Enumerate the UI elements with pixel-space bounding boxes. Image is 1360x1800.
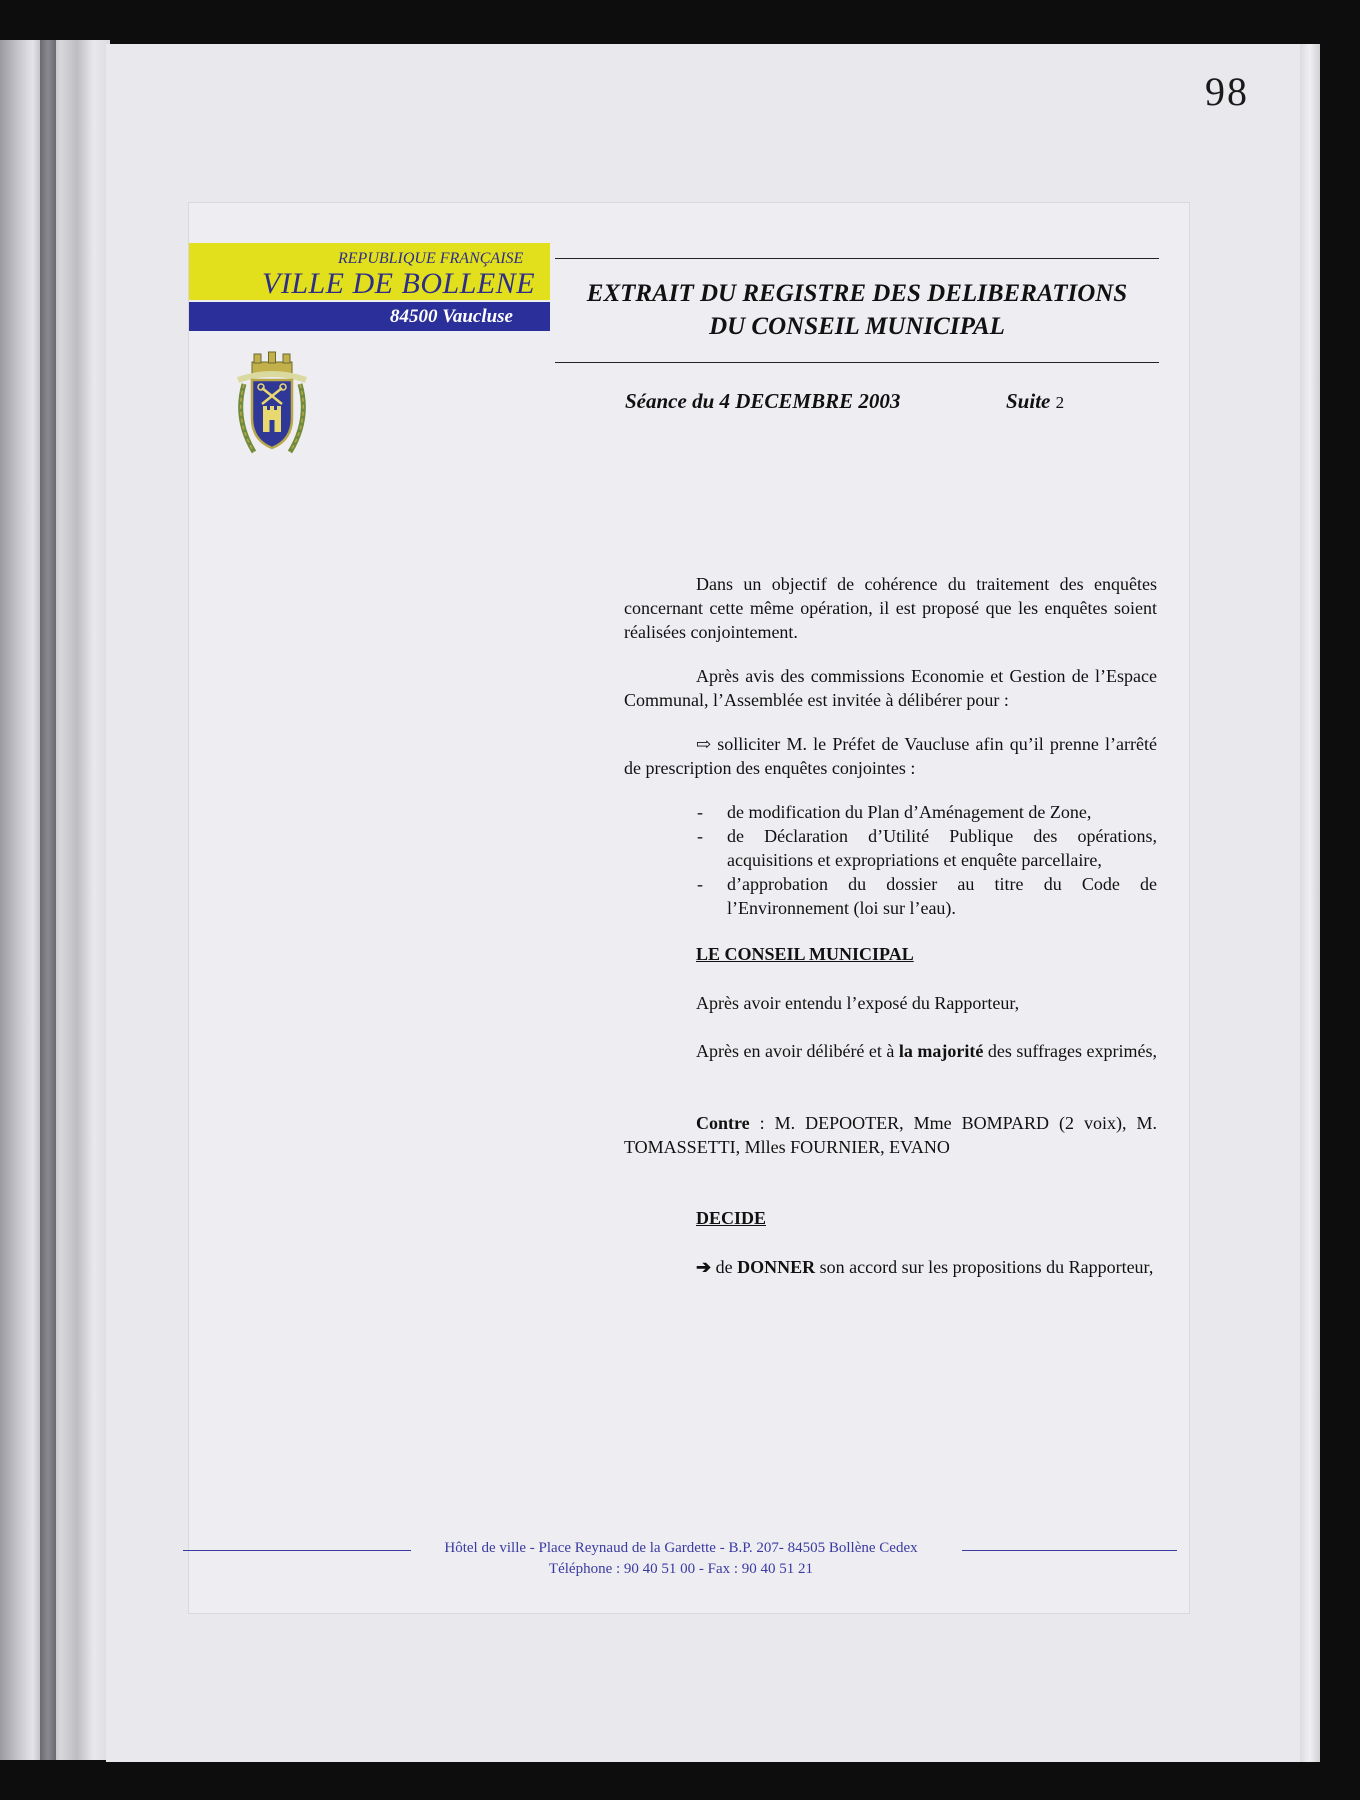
paragraph-solliciter <box>624 732 1157 780</box>
deliberation-text-a: Après en avoir délibéré et à <box>696 1041 899 1061</box>
list-marker: - <box>697 874 703 894</box>
page-number: 98 <box>1205 69 1249 114</box>
binding-shadow <box>40 40 56 1760</box>
session-date: Séance du 4 DECEMBRE 2003 <box>625 389 901 413</box>
footer-address <box>400 1538 962 1580</box>
register-title-line1: EXTRAIT DU REGISTRE DES DELIBERATIONS <box>586 280 1128 307</box>
paragraph-solliciter-text: solliciter M. le Préfet de Vaucluse afin qu’il prenne l’arrêté de prescription des enquêtes conjointes : <box>624 734 1158 778</box>
decide-text-a: de <box>711 1257 738 1277</box>
deliberation-text-b: des suffrages exprimés, <box>983 1041 1157 1061</box>
list-marker: - <box>697 826 703 846</box>
list-item <box>624 824 1157 872</box>
suite-label: Suite <box>1006 389 1051 413</box>
list-item-text: d’approbation du dossier au titre du Code de l’Environnement (loi sur l’eau). <box>727 874 1157 918</box>
paragraph-deliberation <box>624 1039 1157 1063</box>
session-suite <box>1006 389 1064 414</box>
republique-label: REPUBLIQUE FRANÇAISE <box>338 250 524 267</box>
list-marker: - <box>697 802 703 822</box>
footer-phone-line: Téléphone : 90 40 51 00 - Fax : 90 40 51 21 <box>548 1561 814 1577</box>
ville-label: VILLE DE BOLLENE <box>262 267 536 300</box>
bollene-coat-of-arms-icon <box>232 344 312 464</box>
contre-label: Contre <box>696 1113 750 1133</box>
contre-text: : M. DEPOOTER, Mme BOMPARD (2 voix), M. TOMASSETTI, Mlles FOURNIER, EVANO <box>624 1113 1157 1157</box>
register-title-line2: DU CONSEIL MUNICIPAL <box>709 313 1005 340</box>
list-item-text: de modification du Plan d’Aménagement de Zone, <box>727 802 1092 822</box>
paragraph-contre <box>624 1111 1157 1159</box>
donner-bold: DONNER <box>737 1257 816 1277</box>
heading-decide: DECIDE <box>696 1208 767 1228</box>
enquetes-list <box>624 800 1157 920</box>
paragraph-expose: Après avoir entendu l’exposé du Rapporteur, <box>696 993 1020 1013</box>
footer-rule-right <box>962 1550 1177 1551</box>
list-item <box>624 872 1157 920</box>
list-item-text: de Déclaration d’Utilité Publique des opérations, acquisitions et expropriations et enquête parcellaire, <box>727 826 1157 870</box>
sheet-edge <box>1300 44 1320 1762</box>
register-title <box>555 277 1159 343</box>
footer-address-line: Hôtel de ville - Place Reynaud de la Gardette - B.P. 207- 84505 Bollène Cedex <box>444 1540 918 1556</box>
header-rule-top <box>555 258 1159 259</box>
header-rule-bottom <box>555 362 1159 363</box>
suite-number: 2 <box>1055 393 1065 412</box>
paragraph-coherence: Dans un objectif de cohérence du traitement des enquêtes concernant cette même opération, il est proposé que les enquêtes soient réalisées conjointement. <box>624 574 1157 642</box>
paragraph-avis: Après avis des commissions Economie et Gestion de l’Espace Communal, l’Assemblée est invitée à délibérer pour : <box>624 666 1157 710</box>
footer-rule-left <box>183 1550 411 1551</box>
heading-conseil-municipal: LE CONSEIL MUNICIPAL <box>696 944 914 964</box>
arrow-right-icon: ➔ <box>696 1257 712 1277</box>
departement-label: 84500 Vaucluse <box>390 306 513 327</box>
paragraph-decide <box>624 1255 1157 1279</box>
majorite-bold: la majorité <box>898 1041 984 1061</box>
list-item <box>624 800 1157 824</box>
arrow-outline-icon: ⇨ <box>696 734 712 754</box>
decide-text-b: son accord sur les propositions du Rapporteur, <box>815 1257 1154 1277</box>
